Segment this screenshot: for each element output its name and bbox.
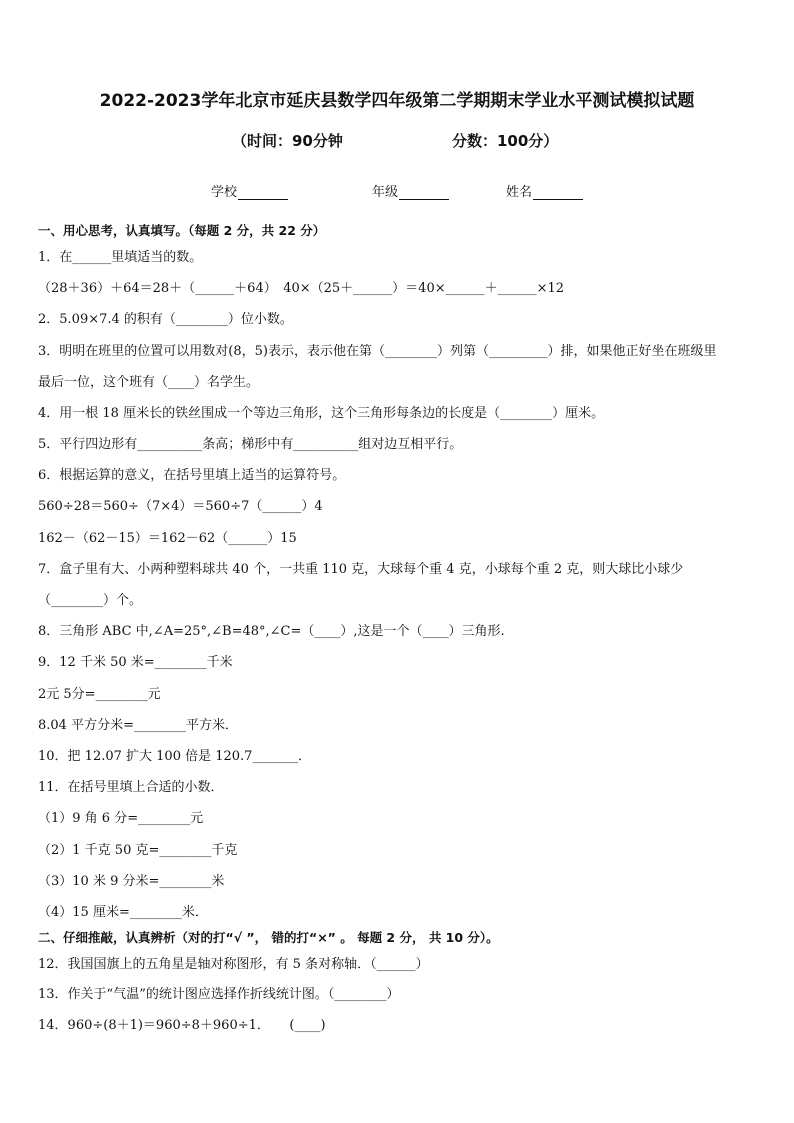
question-line: 5．平行四边形有__________条高；梯形中有__________组对边互相平行。: [38, 437, 463, 452]
question-line: 11．在括号里填上合适的小数．: [38, 780, 224, 795]
question-line: 7．盒子里有大、小两种塑料球共 40 个，一共重 110 克，大球每个重 4 克，小球每个重 2 克，则大球比小球少: [38, 562, 684, 577]
question-line: （________）个。: [38, 593, 143, 608]
question-line: （28＋36）＋64＝28＋（______＋64） 40×（25＋______）＝40×______＋______×12: [38, 281, 565, 296]
student-fields: [0, 181, 794, 201]
school-field[interactable]: [211, 181, 288, 200]
exam-info: [0, 130, 794, 152]
question-line: 8．三角形 ABC 中,∠A=25°,∠B=48°,∠C=（____）,这是一个（____）三角形.: [38, 624, 505, 639]
name-field[interactable]: [506, 181, 583, 200]
exam-time: （时间：90分钟: [232, 132, 343, 150]
name-label: 姓名: [506, 185, 533, 200]
question-line: 2元 5分=________元: [38, 687, 161, 702]
grade-field[interactable]: [372, 181, 449, 200]
question-line: 4．用一根 18 厘米长的铁丝围成一个等边三角形，这个三角形每条边的长度是（________）厘米。: [38, 406, 605, 421]
question-line: 6．根据运算的意义，在括号里填上适当的运算符号。: [38, 468, 346, 483]
name-blank[interactable]: [533, 185, 583, 200]
school-label: 学校: [211, 185, 238, 200]
question-line: 1．在______里填适当的数。: [38, 250, 203, 265]
question-line: 9．12 千米 50 米=________千米: [38, 655, 233, 670]
question-line: 14．960÷(8＋1)＝960÷8＋960÷1． (____): [38, 1018, 326, 1033]
section-2-heading: 二、仔细推敲，认真辨析（对的打“√ ”， 错的打“×” 。 每题 2 分， 共 10 分）。: [38, 930, 499, 945]
question-line: 3．明明在班里的位置可以用数对(8，5)表示，表示他在第（________）列第（_________）排，如果他正好坐在班级里: [38, 344, 717, 359]
grade-label: 年级: [372, 185, 399, 200]
question-line: （2）1 千克 50 克=________千克: [38, 843, 238, 858]
school-blank[interactable]: [238, 185, 288, 200]
question-line: 2．5.09×7.4 的积有（________）位小数。: [38, 312, 293, 327]
question-line: 8.04 平方分米=________平方米．: [38, 718, 238, 733]
exam-score: 分数：100分）: [452, 132, 559, 150]
section-1-heading: 一、用心思考，认真填写。（每题 2 分，共 22 分）: [38, 223, 326, 238]
question-line: 560÷28＝560÷（7×4）＝560÷7（______）4: [38, 499, 323, 514]
question-line: 162－（62－15）＝162－62（______）15: [38, 531, 297, 546]
question-line: 12．我国国旗上的五角星是轴对称图形，有 5 条对称轴．（______）: [38, 957, 429, 972]
question-line: 最后一位，这个班有（____）名学生。: [38, 375, 260, 390]
question-line: 10．把 12.07 扩大 100 倍是 120.7_______．: [38, 749, 311, 764]
question-line: （4）15 厘米=________米．: [38, 905, 208, 920]
page-title: 2022-2023学年北京市延庆县数学四年级第二学期期末学业水平测试模拟试题: [99, 91, 695, 111]
grade-blank[interactable]: [399, 185, 449, 200]
question-line: （1）9 角 6 分=________元: [38, 811, 204, 826]
question-line: 13．作关于“气温”的统计图应选择作折线统计图。（________）: [38, 987, 400, 1002]
question-line: （3）10 米 9 分米=________米: [38, 874, 225, 889]
